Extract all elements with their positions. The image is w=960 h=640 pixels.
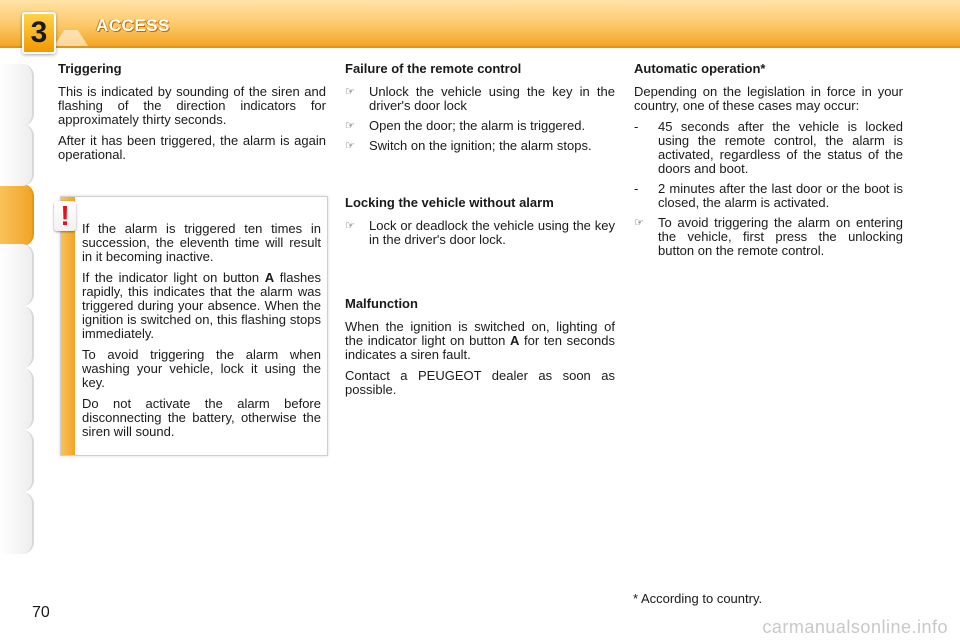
footnote: * According to country. xyxy=(633,591,763,606)
malfunction-text-1 xyxy=(345,320,615,362)
warning-strip xyxy=(61,197,75,455)
side-tab-5[interactable] xyxy=(0,306,34,368)
triggering-text-2: After it has been triggered, the alarm is again operational. xyxy=(58,133,326,162)
chapter-side-tabs xyxy=(0,60,34,580)
warning-exclamation-icon: ! xyxy=(54,201,76,231)
header-notch xyxy=(54,30,88,46)
automatic-intro: Depending on the legislation in force in your country, one of these cases may occur: xyxy=(634,84,903,113)
failure-item xyxy=(345,139,615,153)
failure-item xyxy=(345,85,615,113)
chapter-number-badge: 3 xyxy=(22,12,56,54)
locking-section xyxy=(345,196,615,253)
side-tab-1[interactable] xyxy=(0,64,34,126)
hand-pointer-icon: ☞ xyxy=(345,219,355,232)
hand-pointer-icon: ☞ xyxy=(345,139,355,152)
hand-pointer-icon: ☞ xyxy=(634,216,644,229)
automatic-case-text: 2 minutes after the last door or the boot is closed, the alarm is activated. xyxy=(658,181,903,210)
page-number: 70 xyxy=(32,604,50,621)
automatic-case xyxy=(634,182,903,210)
failure-heading: Failure of the remote control xyxy=(345,61,522,76)
side-tab-7[interactable] xyxy=(0,430,34,492)
failure-item-text: Unlock the vehicle using the key in the driver's door lock xyxy=(369,84,615,113)
hand-pointer-icon: ☞ xyxy=(345,119,355,132)
locking-item-text: Lock or deadlock the vehicle using the key in the driver's door lock. xyxy=(369,218,615,247)
malfunction-heading: Malfunction xyxy=(345,296,418,311)
dash-marker: - xyxy=(634,119,639,134)
side-tab-8[interactable] xyxy=(0,492,34,554)
failure-item-text: Switch on the ignition; the alarm stops. xyxy=(369,138,592,153)
warning-text xyxy=(82,222,321,446)
chapter-header-bar xyxy=(0,0,960,48)
dash-marker: - xyxy=(634,181,639,196)
watermark: carmanualsonline.info xyxy=(762,617,948,637)
side-tab-2[interactable] xyxy=(0,124,34,186)
button-a-label: A xyxy=(264,270,275,285)
locking-heading: Locking the vehicle without alarm xyxy=(345,195,554,210)
hand-pointer-icon: ☞ xyxy=(345,85,355,98)
automatic-case xyxy=(634,120,903,176)
malfunction-text-2: Contact a PEUGEOT dealer as soon as possible. xyxy=(345,368,615,397)
malfunction-section xyxy=(345,297,615,404)
automatic-case-text: 45 seconds after the vehicle is locked using the remote control, the alarm is activated, regardless of the status of the doors and boot. xyxy=(658,119,903,176)
side-tab-current[interactable] xyxy=(0,184,34,246)
automatic-section xyxy=(634,62,903,264)
warning-text-3: To avoid triggering the alarm when washing your vehicle, lock it using the key. xyxy=(82,347,321,390)
automatic-heading: Automatic operation* xyxy=(634,61,766,76)
automatic-tip-text: To avoid triggering the alarm on entering the vehicle, first press the unlocking button on the remote control. xyxy=(658,215,903,258)
failure-item xyxy=(345,119,615,133)
malfunction-text-1-start: When the ignition is switched on, lighting of the indicator light on button xyxy=(345,319,615,348)
failure-item-text: Open the door; the alarm is triggered. xyxy=(369,118,586,133)
warning-text-4: Do not activate the alarm before disconnecting the battery, otherwise the siren will sound. xyxy=(82,396,321,439)
chapter-title: ACCESS xyxy=(96,16,170,35)
side-tab-4[interactable] xyxy=(0,244,34,306)
automatic-tip xyxy=(634,216,903,258)
warning-text-2-start: If the indicator light on button xyxy=(82,270,265,285)
triggering-section xyxy=(58,62,326,169)
warning-text-2 xyxy=(82,271,321,341)
side-tab-6[interactable] xyxy=(0,368,34,430)
triggering-heading: Triggering xyxy=(58,61,122,76)
locking-item xyxy=(345,219,615,247)
warning-text-1: If the alarm is triggered ten times in succession, the eleventh time will result in it becoming inactive. xyxy=(82,221,321,264)
malfunction-text-1-end: for ten seconds indicates a siren fault. xyxy=(345,333,615,362)
button-a-label: A xyxy=(509,333,520,348)
remote-failure-section xyxy=(345,62,615,159)
warning-text-2-end: flashes rapidly, this indicates that the alarm was triggered during your absence. When the ignition is switched on, this flashing stops immediately. xyxy=(82,270,321,341)
triggering-text-1: This is indicated by sounding of the siren and flashing of the direction indicators for approximately thirty seconds. xyxy=(58,84,326,127)
